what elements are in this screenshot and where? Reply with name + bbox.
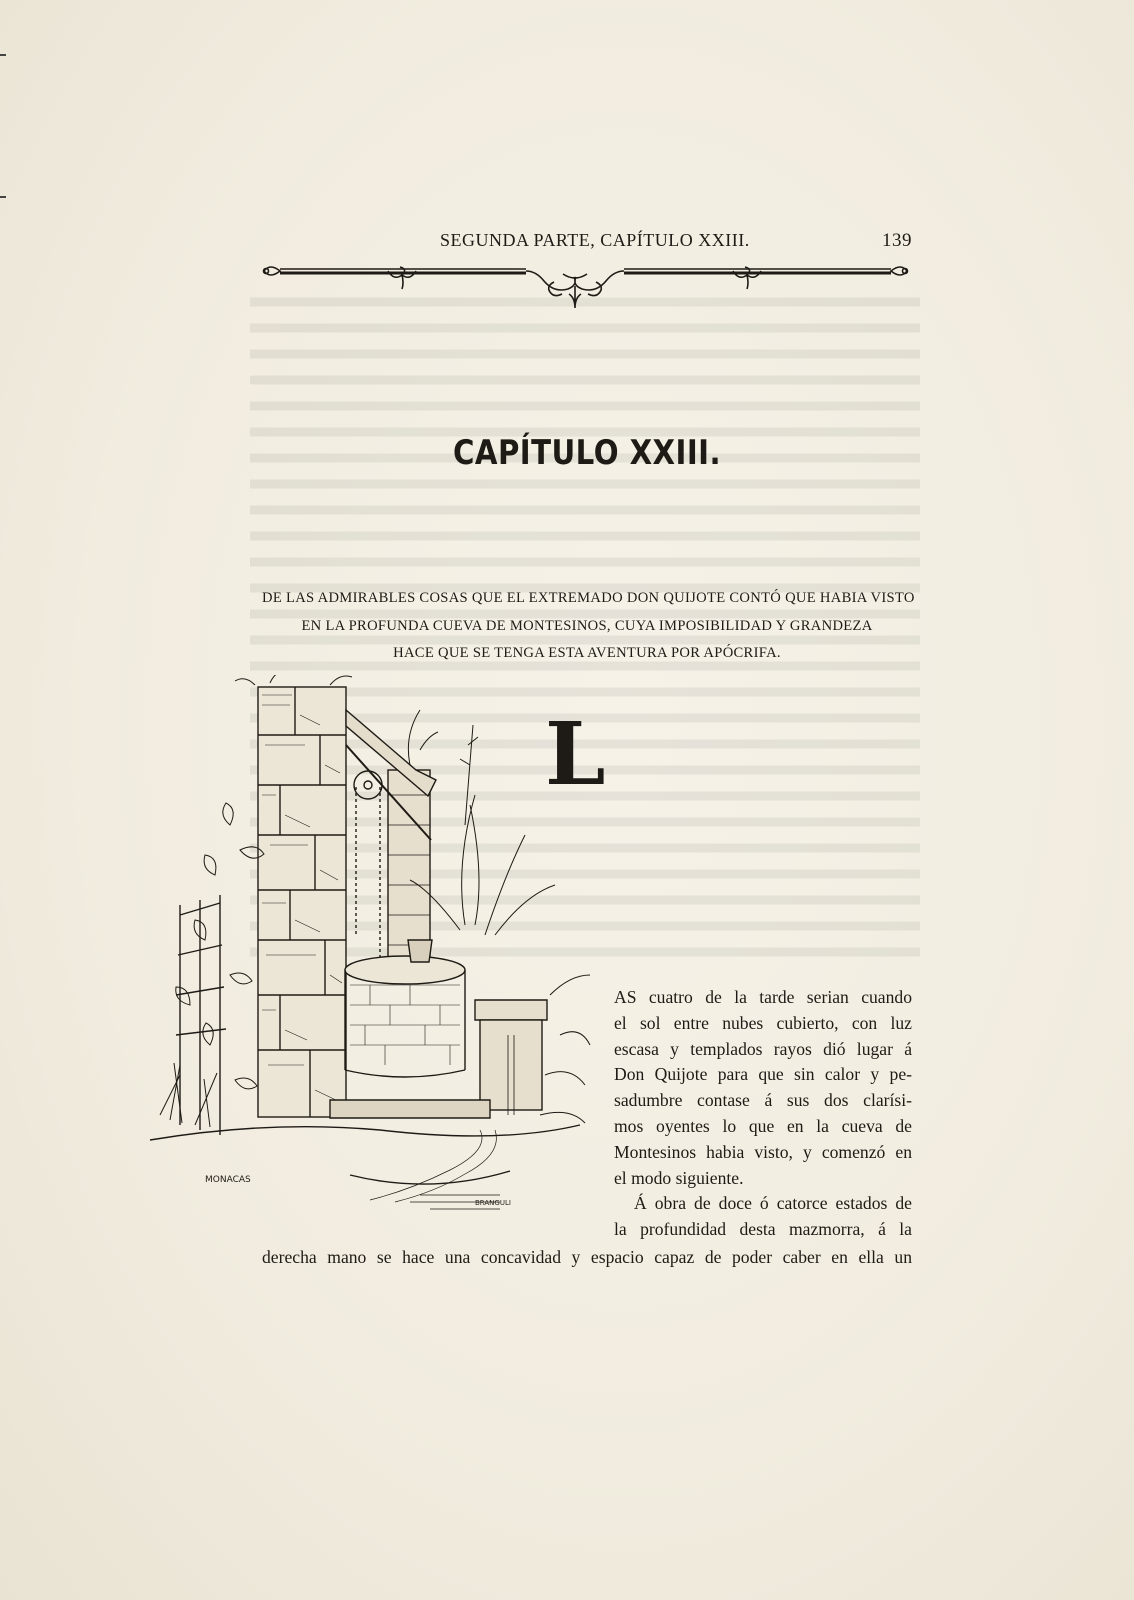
running-head-title: SEGUNDA PARTE, CAPÍTULO XXIII. xyxy=(440,230,750,250)
text-line: mos oyentes lo que en la cueva de xyxy=(614,1115,912,1136)
drop-cap-letter xyxy=(545,704,615,805)
drop-cap-glyph: L xyxy=(545,704,606,805)
edge-mark xyxy=(0,54,6,56)
edge-mark xyxy=(0,196,6,198)
text-line: Á obra de doce ó catorce estados de xyxy=(634,1193,912,1214)
body-text-column xyxy=(614,985,912,1243)
text-line: la profundidad desta mazmorra, á la xyxy=(614,1219,912,1240)
summary-line: DE LAS ADMIRABLES COSAS QUE EL EXTREMADO DON QUIJOTE CONTÓ QUE HABIA VISTO xyxy=(262,590,915,606)
summary-line: EN LA PROFUNDA CUEVA DE MONTESINOS, CUYA IMPOSIBILIDAD Y GRANDEZA xyxy=(301,617,873,634)
page-number: 139 xyxy=(882,230,912,251)
text-line: AS cuatro de la tarde serian cuando xyxy=(614,987,912,1007)
well-engraving-illustration xyxy=(120,675,610,1235)
engraver-signature-left: MONACAS xyxy=(205,1175,251,1185)
text-line: escasa y templados rayos dió lugar á xyxy=(614,1038,912,1059)
text-line: Don Quijote para que sin calor y pe- xyxy=(614,1064,912,1085)
engraver-signature-right: BRANGULI xyxy=(475,1199,511,1207)
text-line: Montesinos habia visto, y comenzó en xyxy=(614,1141,912,1162)
ornamental-header-rule xyxy=(258,262,913,312)
text-line: el modo siguiente. xyxy=(614,1167,744,1188)
text-line-full-width: derecha mano se hace una concavidad y espacio capaz de poder caber en ella un xyxy=(262,1247,912,1267)
chapter-title: CAPÍTULO XXIII. xyxy=(453,433,721,473)
running-head xyxy=(262,230,912,256)
summary-line: HACE QUE SE TENGA ESTA AVENTURA POR APÓCRIFA. xyxy=(393,645,781,661)
text-line: sadumbre contase á sus dos clarísi- xyxy=(614,1090,912,1111)
text-line: el sol entre nubes cubierto, con luz xyxy=(614,1012,912,1033)
chapter-summary xyxy=(262,585,915,668)
